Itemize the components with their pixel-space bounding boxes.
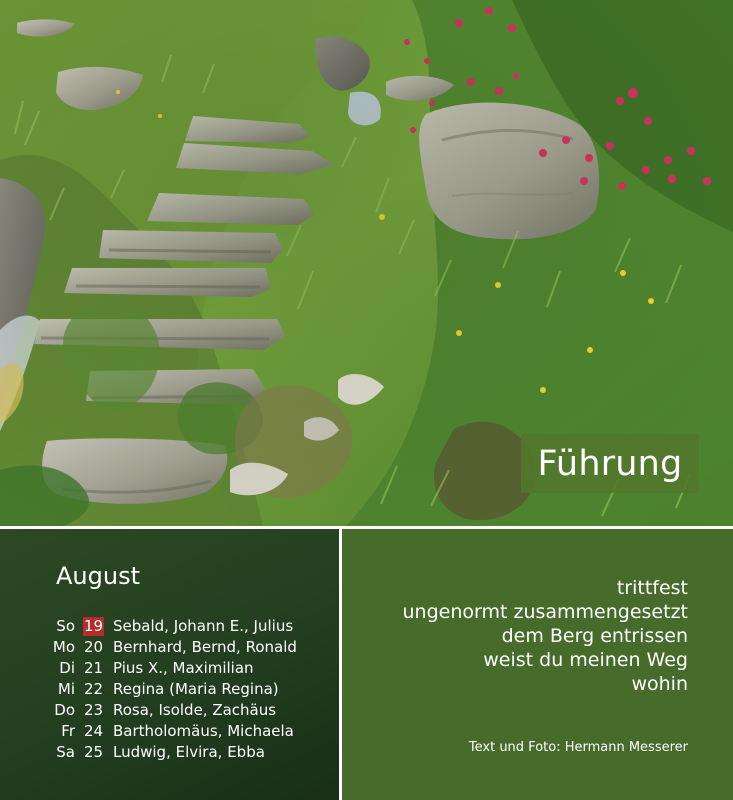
calendar-row-thursday bbox=[45, 700, 315, 721]
poem-text bbox=[358, 576, 688, 696]
name-day-text: Ludwig, Elvira, Ebba bbox=[113, 743, 265, 761]
poem-line: weist du meinen Weg bbox=[483, 649, 688, 671]
calendar-panel bbox=[0, 529, 339, 800]
author-photo-credit: Text und Foto: Hermann Messerer bbox=[468, 740, 688, 755]
date-number: 25 bbox=[83, 743, 104, 761]
name-day-text: Bartholomäus, Michaela bbox=[113, 722, 294, 740]
name-day-text: Sebald, Johann E., Julius bbox=[113, 617, 294, 635]
name-day-text: Regina (Maria Regina) bbox=[113, 680, 279, 698]
highlighted-date: 19 bbox=[83, 617, 104, 635]
poem-line: trittfest bbox=[616, 577, 688, 599]
date-number: 21 bbox=[83, 659, 104, 677]
weekday-label: Mi bbox=[57, 680, 75, 698]
poem-line: wohin bbox=[631, 673, 688, 695]
month-label: August bbox=[56, 562, 140, 590]
photo-title-box: Führung bbox=[521, 434, 699, 493]
date-number: 22 bbox=[83, 680, 104, 698]
date-number: 20 bbox=[83, 638, 104, 656]
weekday-label: So bbox=[56, 617, 75, 635]
weekday-label: Mo bbox=[52, 638, 75, 656]
name-day-list bbox=[45, 616, 315, 763]
calendar-row-saturday bbox=[45, 742, 315, 763]
calendar-row-monday bbox=[45, 637, 315, 658]
calendar-row-friday bbox=[45, 721, 315, 742]
calendar-row-sunday bbox=[45, 616, 315, 637]
name-day-text: Pius X., Maximilian bbox=[113, 659, 254, 677]
weekday-label: Do bbox=[54, 701, 75, 719]
poem-panel bbox=[342, 529, 733, 800]
date-number: 23 bbox=[83, 701, 104, 719]
calendar-row-tuesday bbox=[45, 658, 315, 679]
date-number: 24 bbox=[83, 722, 104, 740]
name-day-text: Rosa, Isolde, Zachäus bbox=[113, 701, 277, 719]
weekday-label: Sa bbox=[56, 743, 75, 761]
name-day-text: Bernhard, Bernd, Ronald bbox=[113, 638, 297, 656]
poem-line: dem Berg entrissen bbox=[501, 625, 688, 647]
poem-line: ungenormt zusammengesetzt bbox=[402, 601, 688, 623]
weekday-label: Fr bbox=[61, 722, 75, 740]
calendar-row-wednesday bbox=[45, 679, 315, 700]
weekday-label: Di bbox=[59, 659, 75, 677]
